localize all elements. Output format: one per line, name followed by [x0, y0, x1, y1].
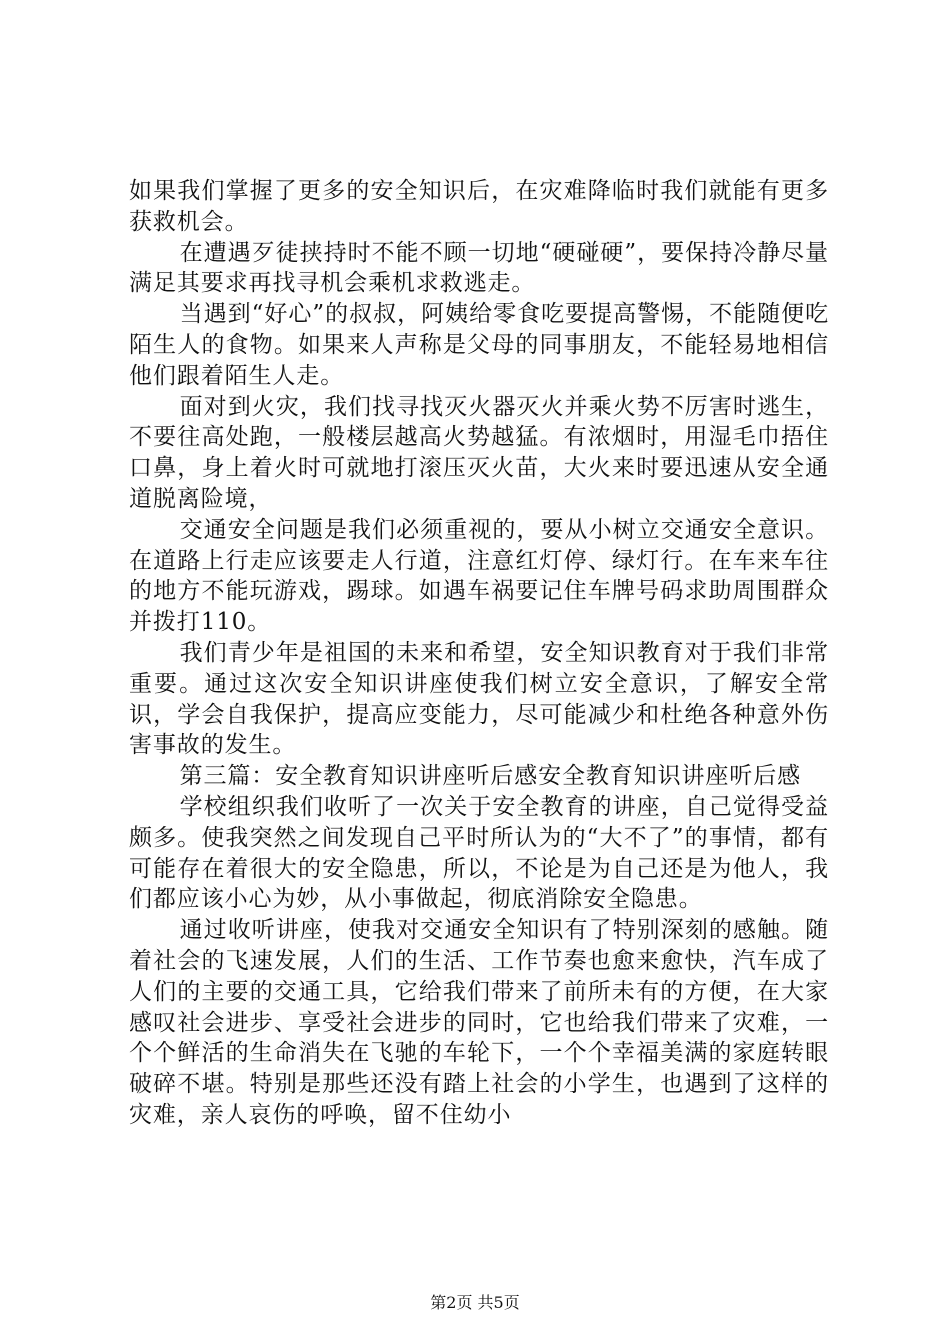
paragraph: 通过收听讲座，使我对交通安全知识有了特别深刻的感触。随着社会的飞速发展，人们的生活、工作节奏也愈来愈快，汽车成了人们的主要的交通工具，它给我们带来了前所未有的方便，在大家感叹社会进步、享受社会进步的同时，它也给我们带来了灾难，一个个鲜活的生命消失在飞驰的车轮下，一个个幸福美满的家庭转眼破碎不堪。特别是那些还没有踏上社会的小学生，也遇到了这样的灾难，亲人哀伤的呼唤，留不住幼小 [129, 917, 829, 1128]
paragraph: 学校组织我们收听了一次关于安全教育的讲座，自己觉得受益颇多。使我突然之间发现自己平时所认为的“大不了”的事情，都有可能存在着很大的安全隐患，所以，不论是为自己还是为他人，我们都应该小心为妙，从小事做起，彻底消除安全隐患。 [129, 793, 829, 913]
paragraph: 当遇到“好心”的叔叔，阿姨给零食吃要提高警惕，不能随便吃陌生人的食物。如果来人声称是父母的同事朋友，不能轻易地相信他们跟着陌生人走。 [129, 301, 829, 389]
paragraph: 如果我们掌握了更多的安全知识后，在灾难降临时我们就能有更多获救机会。 [129, 178, 829, 235]
paragraph: 我们青少年是祖国的未来和希望，安全知识教育对于我们非常重要。通过这次安全知识讲座使我们树立安全意识，了解安全常识，学会自我保护，提高应变能力，尽可能减少和杜绝各种意外伤害事故的发生。 [129, 639, 829, 759]
page-number-footer: 第2页 共5页 [430, 1293, 520, 1312]
document-body [129, 176, 829, 1131]
paragraph: 交通安全问题是我们必须重视的，要从小树立交通安全意识。在道路上行走应该要走人行道，注意红灯停、绿灯行。在车来车往的地方不能玩游戏，踢球。如遇车祸要记住车牌号码求助周围群众并拨打110。 [129, 516, 829, 636]
paragraph: 在遭遇歹徒挟持时不能不顾一切地“硬碰硬”，要保持冷静尽量满足其要求再找寻机会乘机求救逃走。 [129, 239, 829, 297]
paragraph: 面对到火灾，我们找寻找灭火器灭火并乘火势不厉害时逃生，不要往高处跑，一般楼层越高火势越猛。有浓烟时，用湿毛巾捂住口鼻，身上着火时可就地打滚压灭火苗，大火来时要迅速从安全通道脱离险境， [129, 393, 829, 512]
section-heading: 第三篇：安全教育知识讲座听后感安全教育知识讲座听后感 [179, 763, 801, 790]
